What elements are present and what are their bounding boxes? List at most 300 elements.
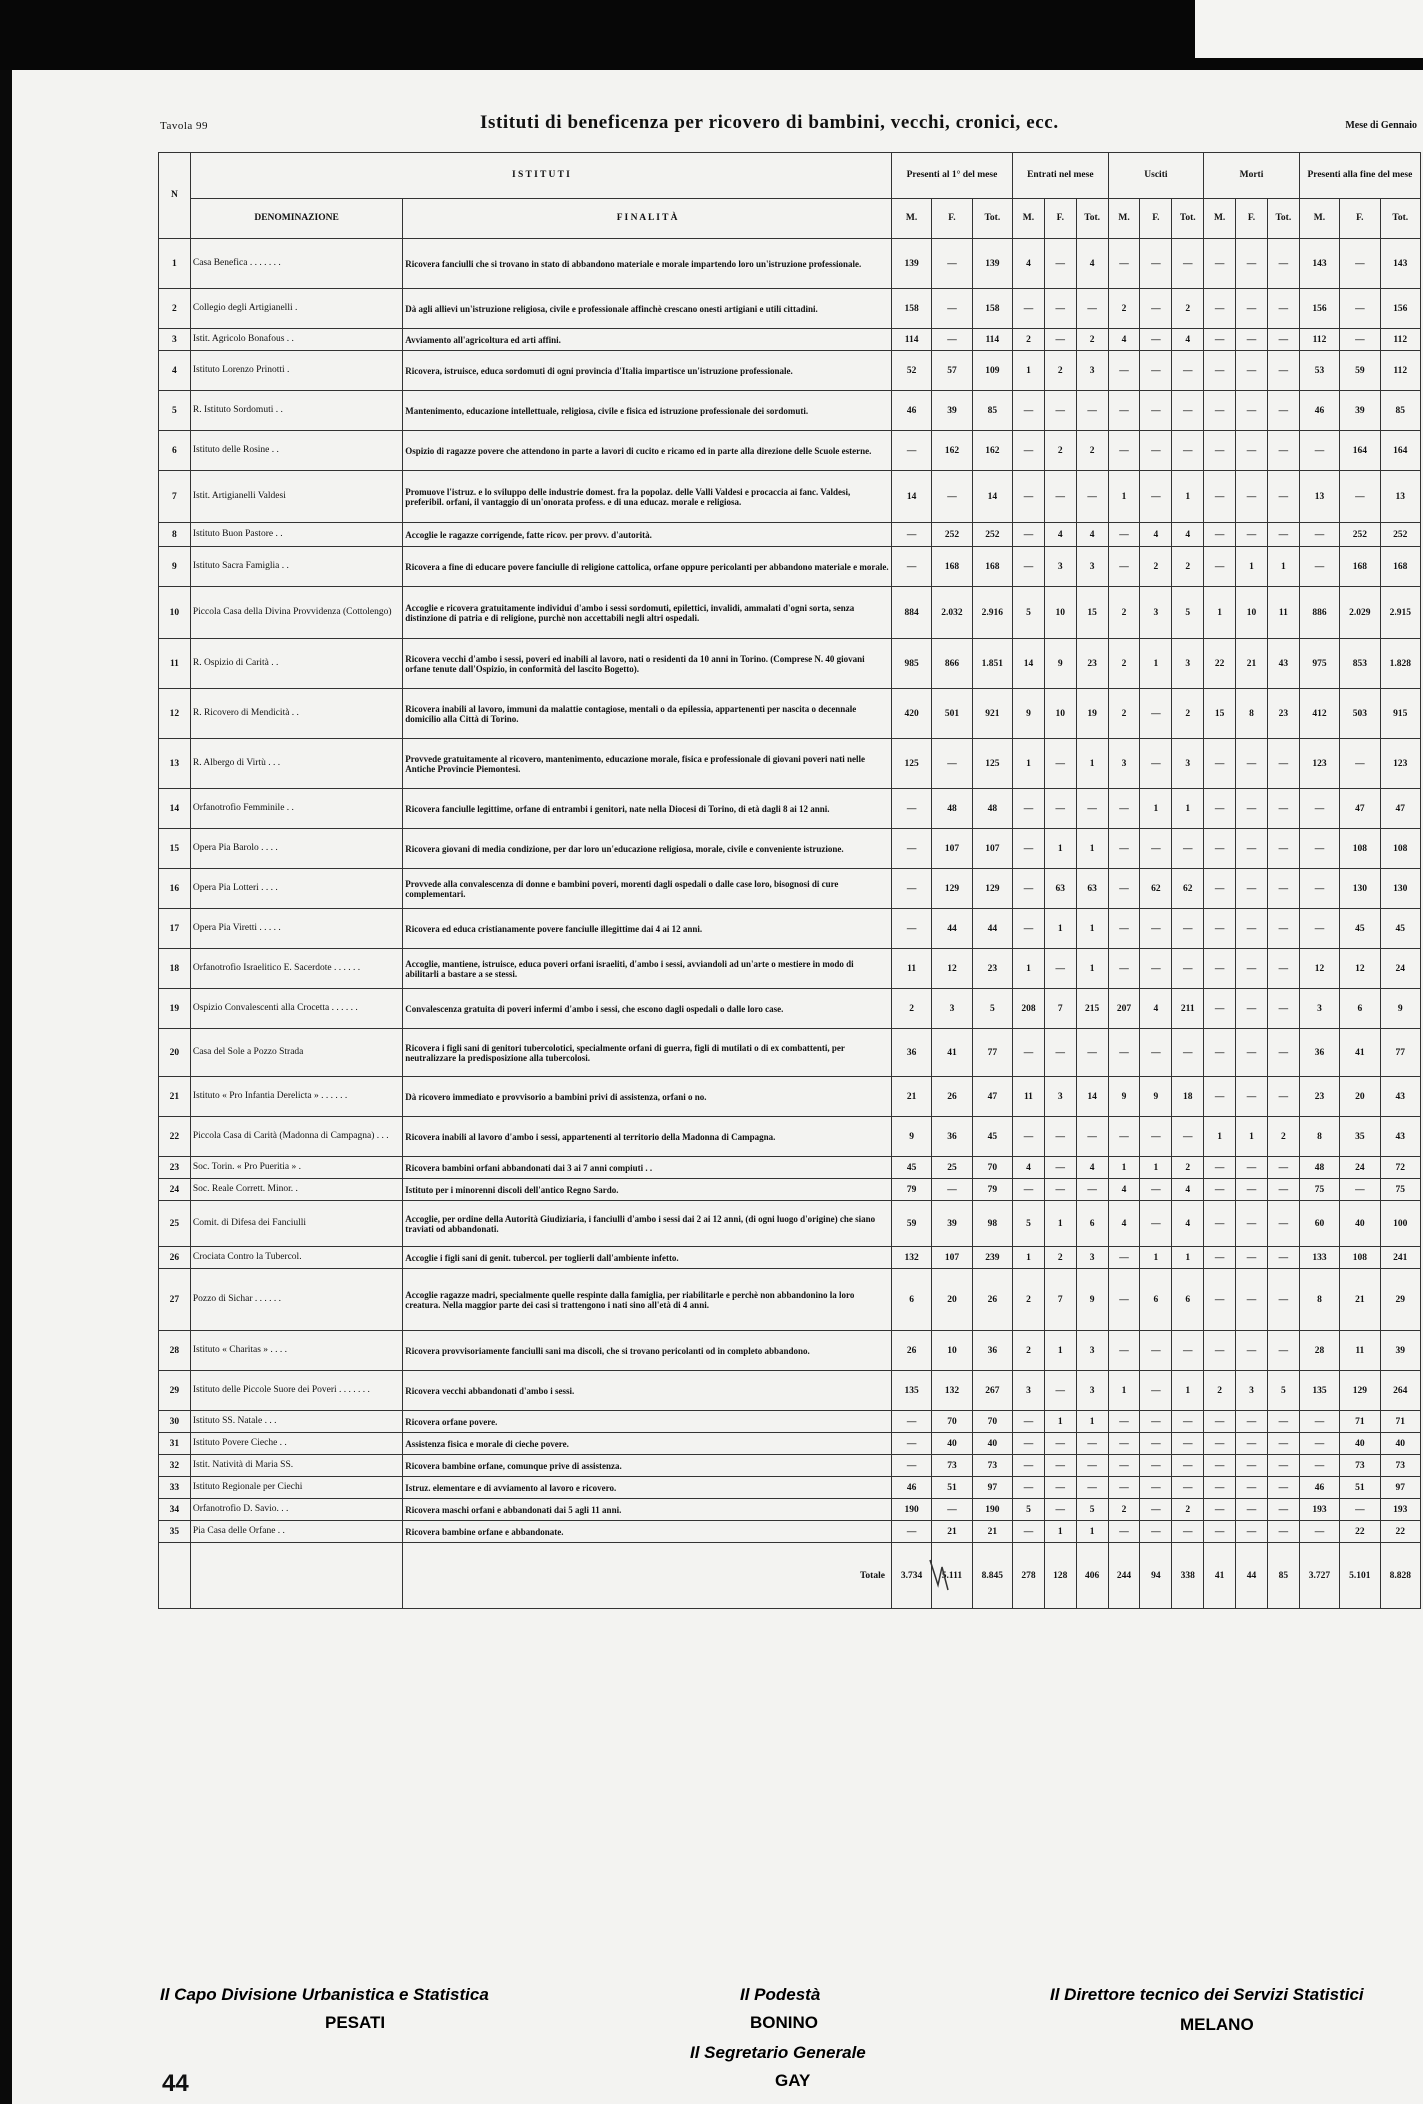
value-cell: 8: [1236, 689, 1268, 739]
value-cell: 129: [972, 869, 1012, 909]
total-value-cell: 94: [1140, 1543, 1172, 1609]
center-signature-title: Il Podestà: [740, 1985, 821, 2004]
col-sub-f: F.: [1236, 199, 1268, 239]
value-cell: 1: [1076, 1411, 1108, 1433]
center-signature-name: BONINO: [750, 2013, 818, 2032]
value-cell: —: [1044, 1433, 1076, 1455]
row-number: 6: [159, 431, 191, 471]
table-row: [159, 1521, 1421, 1543]
page-title: Istituti di beneficenza per ricovero di bambini, vecchi, cronici, ecc.: [480, 112, 1059, 133]
value-cell: —: [1299, 1411, 1339, 1433]
value-cell: 73: [1380, 1455, 1421, 1477]
value-cell: 193: [1380, 1499, 1421, 1521]
institute-name: Piccola Casa della Divina Provvidenza (Cottolengo): [190, 587, 402, 639]
value-cell: 22: [1380, 1521, 1421, 1543]
value-cell: 5: [1267, 1371, 1299, 1411]
value-cell: 129: [1340, 1371, 1380, 1411]
institute-name: Istituto Regionale per Ciechi: [190, 1477, 402, 1499]
institute-name: Crociata Contro la Tubercol.: [190, 1247, 402, 1269]
value-cell: 158: [891, 289, 931, 329]
institute-name: Soc. Reale Corrett. Minor. .: [190, 1179, 402, 1201]
value-cell: —: [1044, 1117, 1076, 1157]
total-value-cell: 338: [1172, 1543, 1204, 1609]
value-cell: 70: [932, 1411, 972, 1433]
value-cell: 123: [1380, 739, 1421, 789]
value-cell: 130: [1380, 869, 1421, 909]
value-cell: 125: [972, 739, 1012, 789]
value-cell: —: [1204, 829, 1236, 869]
value-cell: —: [1267, 739, 1299, 789]
value-cell: 23: [972, 949, 1012, 989]
institute-purpose: Ricovera fanciulli che si trovano in stato di abbandono materiale e morale impartendo loro un'istruzione professionale.: [403, 239, 892, 289]
value-cell: —: [1172, 1455, 1204, 1477]
row-number: 22: [159, 1117, 191, 1157]
value-cell: —: [891, 909, 931, 949]
value-cell: —: [1267, 523, 1299, 547]
value-cell: —: [1140, 1201, 1172, 1247]
value-cell: —: [1267, 949, 1299, 989]
month-label: Mese di Gennaio: [1345, 120, 1417, 131]
value-cell: —: [1076, 1455, 1108, 1477]
value-cell: 18: [1172, 1077, 1204, 1117]
institute-purpose: Ricovera orfane povere.: [403, 1411, 892, 1433]
value-cell: —: [1108, 1455, 1140, 1477]
value-cell: 20: [1340, 1077, 1380, 1117]
value-cell: 6: [1140, 1269, 1172, 1331]
value-cell: —: [1044, 289, 1076, 329]
value-cell: —: [1140, 829, 1172, 869]
value-cell: —: [1108, 523, 1140, 547]
value-cell: 60: [1299, 1201, 1339, 1247]
value-cell: —: [1236, 1433, 1268, 1455]
table-row: [159, 639, 1421, 689]
value-cell: —: [1140, 1499, 1172, 1521]
value-cell: 3: [1076, 351, 1108, 391]
value-cell: —: [1172, 949, 1204, 989]
value-cell: 123: [1299, 739, 1339, 789]
value-cell: 109: [972, 351, 1012, 391]
value-cell: —: [1172, 391, 1204, 431]
value-cell: 3: [1236, 1371, 1268, 1411]
value-cell: 11: [1267, 587, 1299, 639]
value-cell: 9: [891, 1117, 931, 1157]
institute-purpose: Accoglie ragazze madri, specialmente quelle respinte dalla famiglia, per riabilitarle e perchè non abbandonino la loro creatura. Nella maggior parte dei casi si trattengono i nati sino all'età di 4 anni.: [403, 1269, 892, 1331]
value-cell: —: [1204, 289, 1236, 329]
right-signature-title: Il Direttore tecnico dei Servizi Statistici: [1050, 1985, 1364, 2004]
value-cell: 71: [1380, 1411, 1421, 1433]
value-cell: 40: [1340, 1433, 1380, 1455]
value-cell: —: [1108, 351, 1140, 391]
totals-empty: [190, 1543, 402, 1609]
value-cell: —: [1108, 1477, 1140, 1499]
value-cell: 40: [1340, 1201, 1380, 1247]
institute-name: Orfanotrofio Femminile . .: [190, 789, 402, 829]
right-signature-name: MELANO: [1180, 2015, 1254, 2034]
table-row: [159, 1331, 1421, 1371]
value-cell: —: [1044, 1029, 1076, 1077]
institute-name: Piccola Casa di Carità (Madonna di Campagna) . . .: [190, 1117, 402, 1157]
value-cell: 59: [1340, 351, 1380, 391]
value-cell: 2: [1044, 431, 1076, 471]
value-cell: —: [1044, 949, 1076, 989]
value-cell: —: [1172, 431, 1204, 471]
value-cell: 264: [1380, 1371, 1421, 1411]
value-cell: —: [1204, 789, 1236, 829]
value-cell: 168: [1380, 547, 1421, 587]
value-cell: 40: [1380, 1433, 1421, 1455]
value-cell: 44: [932, 909, 972, 949]
value-cell: —: [1172, 1117, 1204, 1157]
value-cell: 45: [891, 1157, 931, 1179]
institute-name: Pozzo di Sichar . . . . . .: [190, 1269, 402, 1331]
value-cell: —: [1204, 547, 1236, 587]
col-sub-tot: Tot.: [1172, 199, 1204, 239]
col-sub-m: M.: [1204, 199, 1236, 239]
value-cell: —: [1172, 1477, 1204, 1499]
value-cell: —: [1044, 1371, 1076, 1411]
row-number: 32: [159, 1455, 191, 1477]
value-cell: 921: [972, 689, 1012, 739]
value-cell: 10: [932, 1331, 972, 1371]
value-cell: 1: [1236, 1117, 1268, 1157]
col-sub-tot: Tot.: [972, 199, 1012, 239]
value-cell: 79: [891, 1179, 931, 1201]
value-cell: 156: [1380, 289, 1421, 329]
value-cell: —: [1236, 1029, 1268, 1077]
value-cell: —: [1267, 1455, 1299, 1477]
value-cell: 2: [1013, 1331, 1045, 1371]
table-row: [159, 949, 1421, 989]
value-cell: —: [1140, 949, 1172, 989]
value-cell: 1: [1140, 789, 1172, 829]
row-number: 17: [159, 909, 191, 949]
institute-purpose: Assistenza fisica e morale di cieche povere.: [403, 1433, 892, 1455]
value-cell: 41: [932, 1029, 972, 1077]
table-row: [159, 547, 1421, 587]
value-cell: 6: [1172, 1269, 1204, 1331]
value-cell: 112: [1380, 351, 1421, 391]
row-number: 5: [159, 391, 191, 431]
value-cell: —: [1204, 239, 1236, 289]
value-cell: —: [1172, 1029, 1204, 1077]
value-cell: —: [1044, 739, 1076, 789]
col-n: N: [159, 153, 191, 239]
value-cell: 85: [1380, 391, 1421, 431]
value-cell: —: [1013, 789, 1045, 829]
value-cell: 135: [1299, 1371, 1339, 1411]
value-cell: 135: [891, 1371, 931, 1411]
value-cell: 14: [1013, 639, 1045, 689]
value-cell: 107: [932, 1247, 972, 1269]
value-cell: 132: [932, 1371, 972, 1411]
value-cell: 2: [1013, 1269, 1045, 1331]
table-row: [159, 471, 1421, 523]
institute-purpose: Ricovera giovani di media condizione, per dar loro un'educazione religiosa, morale, civile e conveniente istruzione.: [403, 829, 892, 869]
value-cell: 57: [932, 351, 972, 391]
value-cell: 412: [1299, 689, 1339, 739]
value-cell: —: [1267, 329, 1299, 351]
value-cell: 139: [972, 239, 1012, 289]
institute-name: Comit. di Difesa dei Fanciulli: [190, 1201, 402, 1247]
row-number: 19: [159, 989, 191, 1029]
value-cell: 2: [1076, 431, 1108, 471]
value-cell: —: [1204, 1499, 1236, 1521]
value-cell: —: [1236, 909, 1268, 949]
value-cell: 1: [1013, 1247, 1045, 1269]
value-cell: 1: [1204, 1117, 1236, 1157]
value-cell: 14: [891, 471, 931, 523]
table-row: [159, 1179, 1421, 1201]
value-cell: 40: [972, 1433, 1012, 1455]
value-cell: 164: [1340, 431, 1380, 471]
value-cell: —: [1236, 523, 1268, 547]
value-cell: 108: [1380, 829, 1421, 869]
value-cell: —: [1236, 1455, 1268, 1477]
value-cell: —: [1140, 739, 1172, 789]
value-cell: 79: [972, 1179, 1012, 1201]
left-signature-name: PESATI: [325, 2013, 386, 2032]
value-cell: —: [1204, 1269, 1236, 1331]
value-cell: 9: [1044, 639, 1076, 689]
value-cell: 97: [972, 1477, 1012, 1499]
row-number: 15: [159, 829, 191, 869]
total-value-cell: 244: [1108, 1543, 1140, 1609]
value-cell: 1: [1140, 639, 1172, 689]
value-cell: —: [1267, 1157, 1299, 1179]
value-cell: —: [1236, 1179, 1268, 1201]
value-cell: 125: [891, 739, 931, 789]
table-row: [159, 739, 1421, 789]
row-number: 27: [159, 1269, 191, 1331]
table-number: Tavola 99: [160, 120, 209, 132]
value-cell: —: [1267, 1331, 1299, 1371]
value-cell: 2: [1108, 689, 1140, 739]
value-cell: 44: [972, 909, 1012, 949]
value-cell: 70: [972, 1157, 1012, 1179]
value-cell: 47: [972, 1077, 1012, 1117]
value-cell: 9: [1140, 1077, 1172, 1117]
value-cell: 11: [891, 949, 931, 989]
value-cell: 45: [1340, 909, 1380, 949]
value-cell: —: [1204, 989, 1236, 1029]
row-number: 11: [159, 639, 191, 689]
value-cell: 5: [1172, 587, 1204, 639]
value-cell: —: [1108, 1521, 1140, 1543]
value-cell: 3: [1108, 739, 1140, 789]
value-cell: 4: [1108, 1201, 1140, 1247]
value-cell: 143: [1380, 239, 1421, 289]
value-cell: 4: [1108, 1179, 1140, 1201]
value-cell: 9: [1076, 1269, 1108, 1331]
value-cell: —: [1340, 329, 1380, 351]
col-denominazione: DENOMINAZIONE: [190, 199, 402, 239]
institute-purpose: Accoglie e ricovera gratuitamente individui d'ambo i sessi sordomuti, epilettici, invalidi, ammalati d'ogni sorta, senza distinzione di patria e di religione, purchè non accettabili negli altri ospedali.: [403, 587, 892, 639]
institute-purpose: Ricovera vecchi d'ambo i sessi, poveri ed inabili al lavoro, nati o residenti da 10 anni in Torino. (Comprese N. 40 giovani orfane tenute dall'Ospizio, in conformità del lascito Bogetto).: [403, 639, 892, 689]
value-cell: 8: [1299, 1117, 1339, 1157]
value-cell: 2.916: [972, 587, 1012, 639]
totals-row: [159, 1543, 1421, 1609]
value-cell: —: [1204, 431, 1236, 471]
total-value-cell: 44: [1236, 1543, 1268, 1609]
institute-name: Orfanotrofio D. Savio. . .: [190, 1499, 402, 1521]
value-cell: 45: [972, 1117, 1012, 1157]
value-cell: 9: [1380, 989, 1421, 1029]
value-cell: 2: [1013, 329, 1045, 351]
value-cell: —: [1108, 391, 1140, 431]
value-cell: —: [891, 829, 931, 869]
value-cell: —: [1204, 471, 1236, 523]
value-cell: —: [1013, 431, 1045, 471]
institute-name: Ospizio Convalescenti alla Crocetta . . . . . .: [190, 989, 402, 1029]
institute-name: R. Ricovero di Mendicità . .: [190, 689, 402, 739]
value-cell: 1: [1267, 547, 1299, 587]
value-cell: —: [932, 329, 972, 351]
institute-purpose: Istruz. elementare e di avviamento al lavoro e ricovero.: [403, 1477, 892, 1499]
table-row: [159, 239, 1421, 289]
value-cell: —: [1299, 789, 1339, 829]
value-cell: 1: [1076, 949, 1108, 989]
table-row: [159, 909, 1421, 949]
value-cell: 5: [1013, 1201, 1045, 1247]
value-cell: 12: [1340, 949, 1380, 989]
value-cell: —: [891, 1433, 931, 1455]
value-cell: 71: [1340, 1411, 1380, 1433]
institute-name: Istit. Artigianelli Valdesi: [190, 471, 402, 523]
page-header: [160, 110, 1423, 142]
institute-purpose: Accoglie i figli sani di genit. tubercol. per toglierli dall'ambiente infetto.: [403, 1247, 892, 1269]
value-cell: 14: [972, 471, 1012, 523]
value-cell: —: [1299, 547, 1339, 587]
institute-purpose: Ricovera vecchi abbandonati d'ambo i sessi.: [403, 1371, 892, 1411]
value-cell: 3: [1044, 547, 1076, 587]
value-cell: 48: [1299, 1157, 1339, 1179]
value-cell: —: [1172, 909, 1204, 949]
value-cell: 3: [1076, 1247, 1108, 1269]
value-cell: —: [1236, 1201, 1268, 1247]
row-number: 9: [159, 547, 191, 587]
value-cell: 15: [1204, 689, 1236, 739]
value-cell: —: [1236, 391, 1268, 431]
value-cell: 2.032: [932, 587, 972, 639]
row-number: 10: [159, 587, 191, 639]
value-cell: 98: [972, 1201, 1012, 1247]
institute-name: Istituto Povere Cieche . .: [190, 1433, 402, 1455]
value-cell: 1: [1076, 909, 1108, 949]
value-cell: 252: [932, 523, 972, 547]
value-cell: 24: [1380, 949, 1421, 989]
value-cell: —: [1204, 1411, 1236, 1433]
value-cell: 1: [1172, 789, 1204, 829]
table-row: [159, 289, 1421, 329]
institute-name: Orfanotrofio Israelitico E. Sacerdote . . . . . .: [190, 949, 402, 989]
value-cell: —: [1108, 1331, 1140, 1371]
value-cell: 51: [1340, 1477, 1380, 1499]
value-cell: 3: [1013, 1371, 1045, 1411]
value-cell: —: [1044, 329, 1076, 351]
value-cell: —: [1140, 329, 1172, 351]
value-cell: —: [1204, 909, 1236, 949]
value-cell: 43: [1380, 1117, 1421, 1157]
value-cell: —: [1172, 829, 1204, 869]
institute-name: Istituto « Charitas » . . . .: [190, 1331, 402, 1371]
value-cell: —: [1108, 1117, 1140, 1157]
value-cell: 2: [1204, 1371, 1236, 1411]
col-sub-m: M.: [1108, 199, 1140, 239]
value-cell: —: [1076, 471, 1108, 523]
value-cell: —: [1108, 239, 1140, 289]
value-cell: —: [1204, 1201, 1236, 1247]
institute-name: Istit. Natività di Maria SS.: [190, 1455, 402, 1477]
row-number: 23: [159, 1157, 191, 1179]
value-cell: 4: [1172, 1201, 1204, 1247]
value-cell: 4: [1172, 329, 1204, 351]
col-sub-tot: Tot.: [1076, 199, 1108, 239]
institute-name: Istituto Buon Pastore . .: [190, 523, 402, 547]
value-cell: 63: [1076, 869, 1108, 909]
value-cell: —: [1013, 1433, 1045, 1455]
row-number: 26: [159, 1247, 191, 1269]
value-cell: —: [1140, 289, 1172, 329]
institute-purpose: Promuove l'istruz. e lo sviluppo delle industrie domest. fra la popolaz. delle Valli Valdesi e procaccia ai fanc. Valdesi, preferibil. orfani, il vantaggio di un'onorata profess. e di una educaz. morale e religiosa.: [403, 471, 892, 523]
row-number: 29: [159, 1371, 191, 1411]
value-cell: 24: [1340, 1157, 1380, 1179]
institute-name: Istit. Agricolo Bonafous . .: [190, 329, 402, 351]
value-cell: 39: [1380, 1331, 1421, 1371]
value-cell: —: [891, 1521, 931, 1543]
value-cell: —: [1236, 1157, 1268, 1179]
institute-name: Opera Pia Barolo . . . .: [190, 829, 402, 869]
col-group-presenti-inizio: Presenti al 1° del mese: [891, 153, 1012, 199]
institute-purpose: Dà agli allievi un'istruzione religiosa, civile e professionale affinchè crescano onesti artigiani e utili cittadini.: [403, 289, 892, 329]
value-cell: 43: [1380, 1077, 1421, 1117]
total-value-cell: 41: [1204, 1543, 1236, 1609]
value-cell: —: [1044, 1179, 1076, 1201]
value-cell: —: [1236, 431, 1268, 471]
value-cell: 1: [1013, 351, 1045, 391]
value-cell: —: [1236, 289, 1268, 329]
institute-purpose: Mantenimento, educazione intellettuale, religiosa, civile e fisica ed istruzione professionale dei sordomuti.: [403, 391, 892, 431]
row-number: 18: [159, 949, 191, 989]
institute-purpose: Istituto per i minorenni discoli dell'antico Regno Sardo.: [403, 1179, 892, 1201]
value-cell: 1: [1236, 547, 1268, 587]
institute-purpose: Provvede alla convalescenza di donne e bambini poveri, morenti dagli ospedali o dalle case loro, bisognosi di cure complementari.: [403, 869, 892, 909]
value-cell: 4: [1044, 523, 1076, 547]
value-cell: —: [1044, 239, 1076, 289]
value-cell: —: [1340, 1179, 1380, 1201]
value-cell: —: [1340, 289, 1380, 329]
value-cell: 41: [1340, 1029, 1380, 1077]
table-row: [159, 1411, 1421, 1433]
value-cell: 15: [1076, 587, 1108, 639]
value-cell: 239: [972, 1247, 1012, 1269]
value-cell: 51: [932, 1477, 972, 1499]
value-cell: 1: [1044, 829, 1076, 869]
value-cell: —: [1267, 471, 1299, 523]
value-cell: —: [1140, 239, 1172, 289]
value-cell: —: [1236, 1247, 1268, 1269]
value-cell: 252: [1380, 523, 1421, 547]
value-cell: 39: [1340, 391, 1380, 431]
col-group-morti: Morti: [1204, 153, 1300, 199]
scan-left-border: [0, 70, 12, 2104]
value-cell: —: [1140, 431, 1172, 471]
value-cell: —: [1172, 1521, 1204, 1543]
value-cell: —: [1140, 471, 1172, 523]
row-number: 1: [159, 239, 191, 289]
institute-name: Istituto delle Piccole Suore dei Poveri . . . . . . .: [190, 1371, 402, 1411]
value-cell: 1: [1172, 1247, 1204, 1269]
value-cell: 158: [972, 289, 1012, 329]
